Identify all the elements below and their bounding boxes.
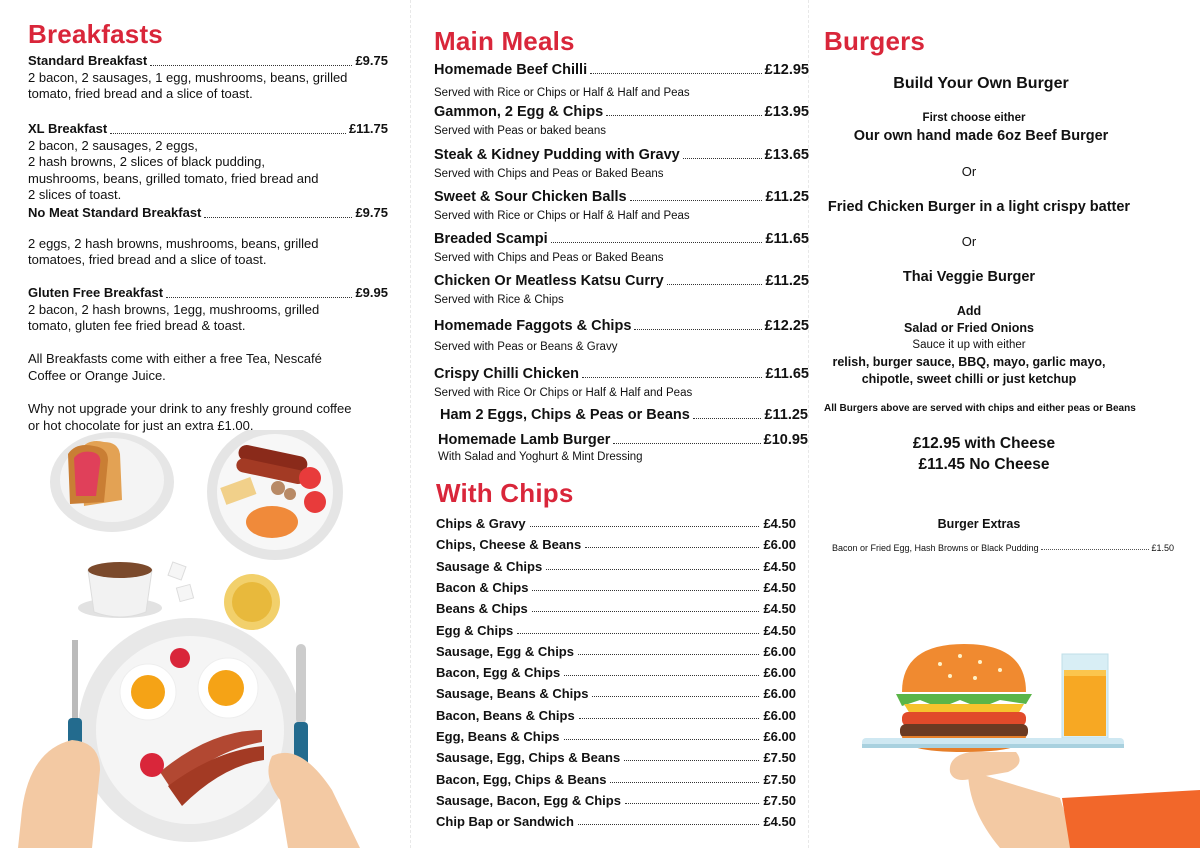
- chips-item-price: £7.50: [763, 771, 796, 787]
- item-price: £9.95: [355, 285, 388, 300]
- meal-item: [440, 407, 808, 423]
- meal-item: [434, 147, 809, 180]
- chips-item-price: £4.50: [763, 579, 796, 595]
- item-name: No Meat Standard Breakfast: [28, 205, 202, 220]
- chips-item: [436, 686, 796, 701]
- chips-item: [436, 665, 796, 680]
- meal-sub: Served with Peas or baked beans: [434, 125, 606, 137]
- item-desc: [28, 222, 388, 236]
- meal-sub: Served with Rice or Chips or Half & Half and Peas: [434, 87, 690, 99]
- chips-item: [436, 623, 796, 638]
- hand-icon: [950, 752, 1200, 848]
- meal-name: Breaded Scampi: [434, 231, 548, 247]
- burger-option-veggie: Thai Veggie Burger: [902, 269, 1036, 285]
- fold-line-1: [410, 0, 411, 848]
- coffee-cup-icon: [78, 562, 194, 618]
- note-line: Why not upgrade your drink to any freshly ground coffee: [28, 401, 352, 416]
- orange-juice-glass-icon: [1062, 654, 1108, 738]
- breakfast-item: [28, 121, 388, 204]
- chips-item-name: Sausage, Beans & Chips: [436, 686, 589, 702]
- meal-item: [434, 104, 809, 137]
- item-desc: 2 eggs, 2 hash browns, mushrooms, beans, grilled: [28, 235, 319, 251]
- item-desc: 2 bacon, 2 sausages, 2 eggs,: [28, 137, 198, 153]
- breakfast-item: [28, 53, 388, 103]
- tray-icon: [862, 738, 1124, 748]
- chips-item-name: Chips & Gravy: [436, 516, 526, 531]
- burger-option-chicken: Fried Chicken Burger in a light crispy batter: [827, 199, 1131, 215]
- chips-item: [436, 708, 796, 723]
- sauces-line: relish, burger sauce, BBQ, mayo, garlic mayo,: [832, 355, 1106, 369]
- burger-option-beef: Our own hand made 6oz Beef Burger: [853, 128, 1109, 144]
- toast-plate-icon: [50, 432, 174, 532]
- meal-name: Gammon, 2 Egg & Chips: [434, 104, 604, 120]
- chips-item: [436, 729, 796, 744]
- item-price: £9.75: [355, 205, 388, 220]
- chips-item-name: Egg, Beans & Chips: [436, 729, 560, 744]
- burgers-served-note: All Burgers above are served with chips and either peas or Beans: [824, 403, 1136, 414]
- breakfasts-heading: Breakfasts: [28, 19, 163, 49]
- breakfast-item: [28, 285, 388, 335]
- burger-extras-line: [832, 543, 1174, 553]
- first-choose-text: First choose either: [922, 112, 1026, 124]
- english-breakfast-plate-icon: [207, 430, 343, 560]
- or-text: Or: [961, 234, 977, 249]
- chips-item-price: £6.00: [763, 643, 796, 659]
- chips-item-price: £7.50: [763, 792, 796, 808]
- chips-item-name: Bacon, Egg, Chips & Beans: [436, 771, 607, 787]
- price-with-cheese: £12.95 with Cheese: [912, 435, 1056, 452]
- add-text: Add: [956, 304, 982, 318]
- or-text: Or: [961, 164, 977, 179]
- chips-item-price: £4.50: [763, 516, 796, 531]
- chips-item-price: £6.00: [763, 537, 796, 553]
- price-no-cheese: £11.45 No Cheese: [918, 456, 1050, 473]
- eggs-bacon-plate-icon: [78, 618, 302, 842]
- sauces-line: chipotle, sweet chilli or just ketchup: [861, 372, 1077, 386]
- note-line: All Breakfasts come with either a free Tea, Nescafé: [28, 351, 322, 366]
- main-meals-heading: Main Meals: [434, 26, 575, 56]
- chips-item-price: £4.50: [763, 558, 796, 574]
- meal-sub: Served with Chips and Peas or Baked Beans: [434, 168, 664, 180]
- chips-item: [436, 750, 796, 765]
- chips-item-price: £7.50: [763, 750, 796, 766]
- item-desc: 2 hash browns, 2 slices of black pudding,: [28, 154, 266, 169]
- meal-item: [434, 366, 809, 399]
- meal-item: [434, 62, 809, 99]
- meal-item: [434, 231, 809, 264]
- note-line: Coffee or Orange Juice.: [28, 367, 166, 383]
- meal-sub: Served with Rice & Chips: [434, 294, 564, 306]
- chips-item-price: £6.00: [763, 707, 796, 723]
- breakfast-item: [28, 205, 388, 269]
- chips-item-name: Egg & Chips: [436, 622, 514, 638]
- meal-name: Homemade Lamb Burger: [438, 432, 611, 448]
- chips-item-name: Bacon, Egg & Chips: [436, 665, 561, 681]
- meal-name: Ham 2 Eggs, Chips & Peas or Beans: [440, 407, 690, 423]
- item-desc: 2 bacon, 2 sausages, 1 egg, mushrooms, beans, grilled: [28, 69, 348, 85]
- item-desc: tomato, gluten fee fried bread & toast.: [28, 318, 246, 333]
- extras-price: £1.50: [1151, 543, 1174, 553]
- chips-item: [436, 537, 796, 552]
- meal-price: £12.95: [764, 62, 809, 78]
- meal-name: Steak & Kidney Pudding with Gravy: [434, 147, 680, 163]
- item-desc: 2 slices of toast.: [28, 187, 122, 202]
- meal-price: £13.65: [764, 147, 809, 163]
- chips-item-name: Beans & Chips: [436, 601, 528, 617]
- meal-sub: With Salad and Yoghurt & Mint Dressing: [438, 451, 643, 463]
- meal-item: [434, 273, 809, 306]
- meal-name: Crispy Chilli Chicken: [434, 366, 580, 382]
- chips-item-price: £4.50: [763, 814, 796, 830]
- meal-name: Sweet & Sour Chicken Balls: [434, 189, 627, 205]
- sauce-text: Sauce it up with either: [912, 339, 1026, 351]
- meal-item: [434, 189, 809, 222]
- chips-item-name: Sausage, Egg & Chips: [436, 643, 574, 659]
- chips-item: [436, 559, 796, 574]
- meal-sub: Served with Rice or Chips or Half & Half and Peas: [434, 210, 690, 222]
- meal-price: £11.65: [765, 231, 809, 247]
- meal-price: £11.25: [765, 273, 809, 289]
- breakfast-drink-note: [28, 351, 388, 384]
- meal-item: [438, 432, 808, 463]
- extras-text: Bacon or Fried Egg, Hash Browns or Black Pudding: [832, 543, 1039, 553]
- chips-item-price: £6.00: [763, 665, 796, 681]
- chips-item: [436, 772, 796, 787]
- item-price: £11.75: [348, 121, 388, 136]
- breakfast-illustration: [0, 430, 400, 848]
- meal-item: [434, 318, 809, 353]
- salad-onions-text: Salad or Fried Onions: [904, 321, 1034, 335]
- chips-item: [436, 644, 796, 659]
- chips-item-name: Chips, Cheese & Beans: [436, 537, 582, 553]
- chips-item: [436, 793, 796, 808]
- chips-item-price: £6.00: [763, 729, 796, 744]
- chips-item: [436, 580, 796, 595]
- meal-price: £11.25: [764, 407, 808, 423]
- note-line: or hot chocolate for just an extra £1.00.: [28, 417, 254, 433]
- meal-sub: Served with Chips and Peas or Baked Beans: [434, 252, 664, 264]
- meal-name: Homemade Faggots & Chips: [434, 318, 632, 334]
- chips-item-name: Bacon, Beans & Chips: [436, 707, 575, 723]
- burgers-heading: Burgers: [824, 26, 926, 56]
- burger-icon: [896, 644, 1032, 752]
- chips-item-name: Bacon & Chips: [436, 579, 529, 595]
- chips-item: [436, 601, 796, 616]
- chips-item: [436, 516, 796, 531]
- chips-item-price: £4.50: [763, 622, 796, 638]
- meal-price: £10.95: [763, 432, 808, 448]
- chips-item-name: Sausage & Chips: [436, 558, 543, 574]
- item-price: £9.75: [355, 53, 388, 68]
- item-desc: tomatoes, fried bread and a slice of toast.: [28, 252, 267, 267]
- with-chips-heading: With Chips: [436, 478, 574, 508]
- chips-item-name: Sausage, Bacon, Egg & Chips: [436, 792, 621, 808]
- item-desc: tomato, fried bread and a slice of toast.: [28, 86, 253, 101]
- pancake-icon: [224, 574, 280, 630]
- meal-price: £13.95: [764, 104, 809, 120]
- meal-price: £11.25: [765, 189, 809, 205]
- item-name: Standard Breakfast: [28, 53, 148, 68]
- item-name: XL Breakfast: [28, 121, 108, 136]
- meal-sub: Served with Rice Or Chips or Half & Half and Peas: [434, 387, 693, 399]
- burger-tray-illustration: [850, 630, 1200, 848]
- chips-item-price: £4.50: [763, 601, 796, 617]
- meal-sub: Served with Peas or Beans & Gravy: [434, 341, 618, 353]
- meal-price: £11.65: [765, 366, 809, 382]
- chips-item-name: Chip Bap or Sandwich: [436, 814, 574, 830]
- meal-price: £12.25: [764, 318, 809, 334]
- meal-name: Homemade Beef Chilli: [434, 62, 588, 78]
- chips-item: [436, 814, 796, 829]
- item-desc: 2 bacon, 2 hash browns, 1egg, mushrooms, grilled: [28, 301, 320, 317]
- burger-extras-title: Burger Extras: [937, 517, 1021, 531]
- chips-item-price: £6.00: [763, 686, 796, 702]
- meal-name: Chicken Or Meatless Katsu Curry: [434, 273, 664, 289]
- chips-item-name: Sausage, Egg, Chips & Beans: [436, 750, 621, 766]
- build-your-own-title: Build Your Own Burger: [893, 75, 1069, 92]
- item-desc: mushrooms, beans, grilled tomato, fried bread and: [28, 170, 319, 186]
- item-name: Gluten Free Breakfast: [28, 285, 164, 300]
